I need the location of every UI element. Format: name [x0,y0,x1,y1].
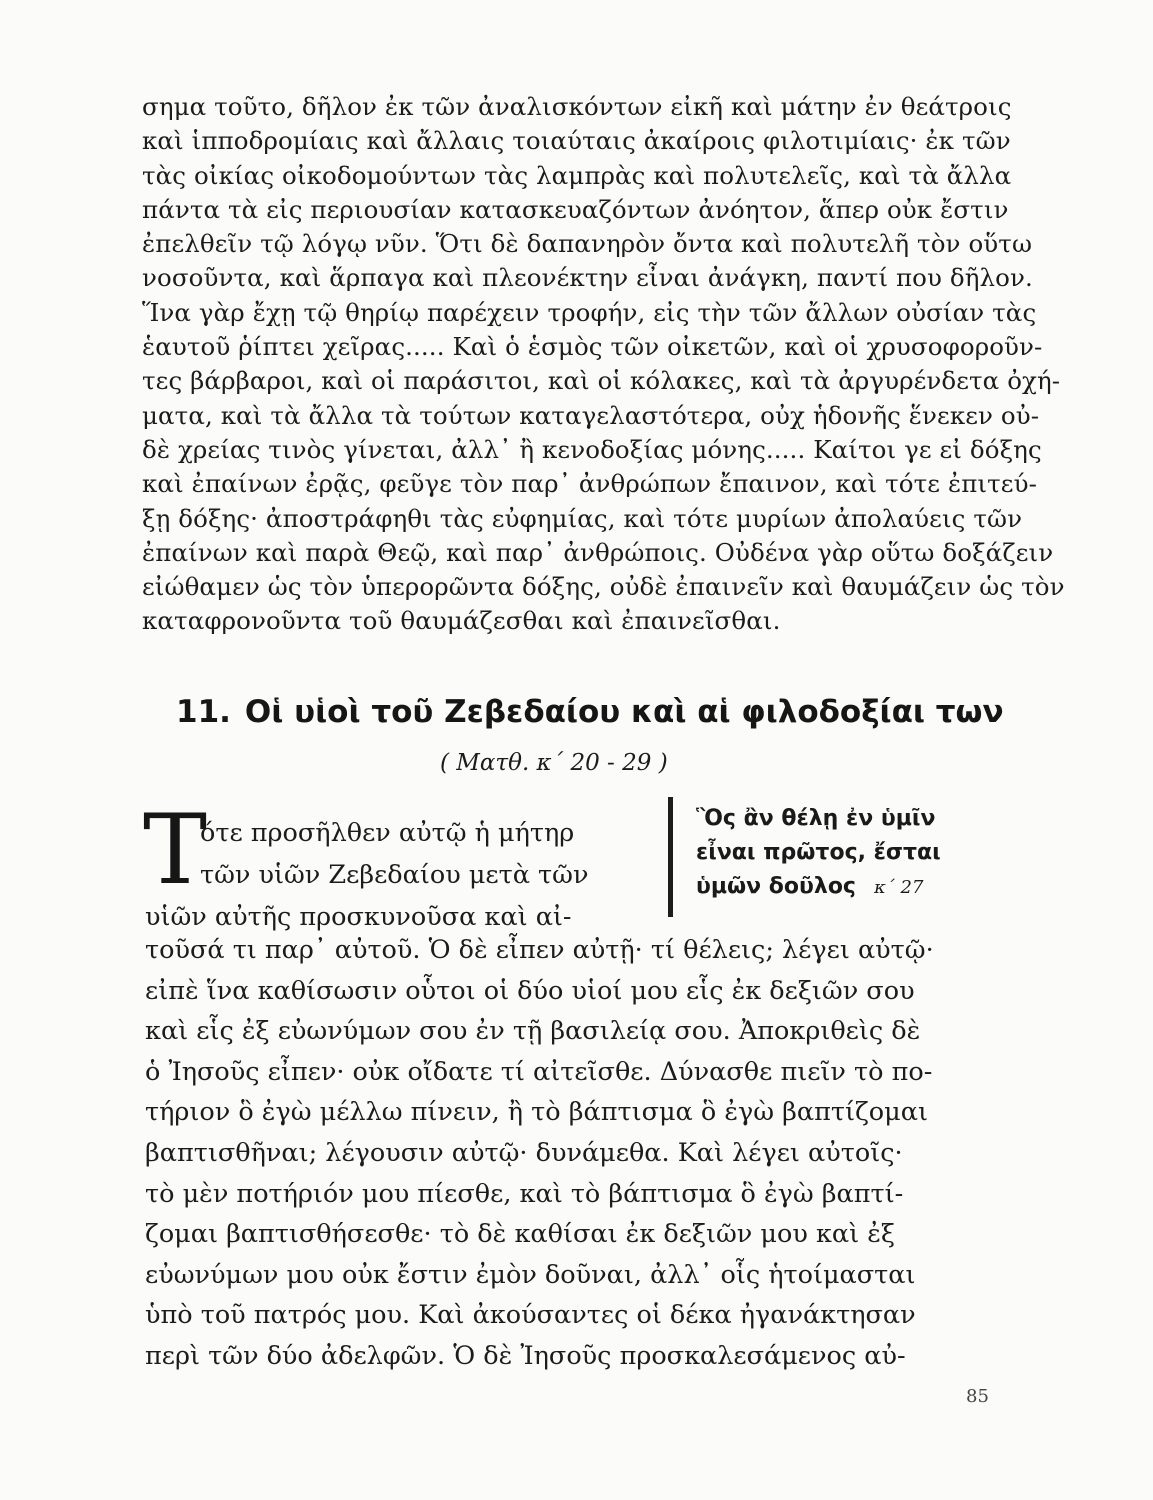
sidenote-line: Ὃς ἂν θέλῃ ἐν ὑμῖν [696,806,936,831]
text-line: ἐπελθεῖν τῷ λόγῳ νῦν. Ὅτι δὲ δαπανηρὸν ὄντα καὶ πολυτελῆ τὸν οὕτω [142,229,1033,259]
text-line: καὶ ἱπποδρομίαις καὶ ἄλλαις τοιαύταις ἀκαίροις φιλοτιμίαις· ἐκ τῶν [142,126,1011,156]
text-line: ξῃ δόξης· ἀποστράφηθι τὰς εὐφημίας, καὶ τότε μυρίων ἀπολαύεις τῶν [142,503,1023,533]
text-line: περὶ τῶν δύο ἀδελφῶν. Ὁ δὲ Ἰησοῦς προσκαλεσάμενος αὐ- [145,1340,906,1371]
text-line: ἑαυτοῦ ῥίπτει χεῖρας..... Καὶ ὁ ἑσμὸς τῶν οἰκετῶν, καὶ οἱ χρυσοφοροῦν- [142,332,1043,362]
scripture-reference: ( Ματθ. κ΄ 20 - 29 ) [440,750,668,776]
section-title: Οἱ υἱοὶ τοῦ Ζεβεδαίου καὶ αἱ φιλοδοξίαι των [244,694,1004,730]
text-line: καὶ εἷς ἐξ εὐωνύμων σου ἐν τῇ βασιλείᾳ σου. Ἀποκριθεὶς δὲ [145,1016,921,1047]
text-line: τήριον ὃ ἐγὼ μέλλω πίνειν, ἢ τὸ βάπτισμα ὃ ἐγὼ βαπτίζομαι [145,1097,928,1128]
sidenote-line-last [696,870,996,904]
text-line: τες βάρβαροι, καὶ οἱ παράσιτοι, καὶ οἱ κόλακες, καὶ τὰ ἀργυρένδετα ὀχή- [142,366,1061,396]
section-number: 11. [176,694,231,730]
text-line: εἰώθαμεν ὡς τὸν ὑπερορῶντα δόξης, οὐδὲ ἐπαινεῖν καὶ θαυμάζειν ὡς τὸν [142,572,1065,602]
sidenote-rule [668,797,673,917]
text-line: τοῦσά τι παρ᾿ αὐτοῦ. Ὁ δὲ εἶπεν αὐτῇ· τί θέλεις; λέγει αὐτῷ· [145,935,934,965]
text-line: ὁ Ἰησοῦς εἶπεν· οὐκ οἴδατε τί αἰτεῖσθε. Δύνασθε πιεῖν τὸ πο- [145,1056,933,1087]
text-line: καταφρονοῦντα τοῦ θαυμάζεσθαι καὶ ἐπαινεῖσθαι. [142,606,781,636]
text-line: ότε προσῆλθεν αὐτῷ ἡ μήτηρ [200,818,575,848]
page-number: 85 [966,1386,989,1407]
text-line: τῶν υἱῶν Ζεβεδαίου μετὰ τῶν [200,860,589,890]
text-line: σημα τοῦτο, δῆλον ἐκ τῶν ἀναλισκόντων εἰκῆ καὶ μάτην ἐν θεάτροις [142,92,1012,121]
text-line: Ἵνα γὰρ ἔχῃ τῷ θηρίῳ παρέχειν τροφήν, εἰς τὴν τῶν ἄλλων οὐσίαν τὰς [142,297,1037,327]
text-line: ὑπὸ τοῦ πατρός μου. Καὶ ἀκούσαντες οἱ δέκα ἠγανάκτησαν [145,1300,916,1331]
text-line: εὐωνύμων μου οὐκ ἔστιν ἐμὸν δοῦναι, ἀλλ᾿ οἷς ἡτοίμασται [145,1259,916,1290]
drop-cap: Τ [143,794,208,906]
sidenote-text: ὑμῶν δοῦλος [696,874,856,899]
sidenote-quote [696,802,996,904]
top-paragraph [142,90,1065,639]
text-line: βαπτισθῆναι; λέγουσιν αὐτῷ· δυνάμεθα. Καὶ λέγει αὐτοῖς· [145,1137,903,1168]
body-paragraph [145,930,995,1377]
text-line: ματα, καὶ τὰ ἄλλα τὰ τούτων καταγελαστότερα, οὐχ ἡδονῆς ἕνεκεν οὐ- [142,400,1040,430]
text-line: τὰς οἰκίας οἰκοδομούντων τὰς λαμπρὰς καὶ πολυτελεῖς, καὶ τὰ ἄλλα [142,160,1012,190]
text-line: δὲ χρείας τινὸς γίνεται, ἀλλ᾿ ἢ κενοδοξίας μόνης..... Καίτοι γε εἰ δόξης [142,434,1042,464]
sidenote-verse: κ΄ 27 [873,877,924,898]
text-line: ζομαι βαπτισθήσεσθε· τὸ δὲ καθίσαι ἐκ δεξιῶν μου καὶ ἐξ [145,1219,895,1250]
section-heading [176,692,1004,732]
sidenote-line: εἶναι πρῶτος, ἔσται [696,840,941,865]
text-line: ἐπαίνων καὶ παρὰ Θεῷ, καὶ παρ᾿ ἀνθρώποις. Οὐδένα γὰρ οὕτω δοξάζειν [142,537,1054,567]
intro-lines [145,812,660,938]
text-line: νοσοῦντα, καὶ ἅρπαγα καὶ πλεονέκτην εἶναι ἀνάγκη, παντί που δῆλον. [142,263,1033,293]
text-line: υἱῶν αὐτῆς προσκυνοῦσα καὶ αἰ- [145,902,572,932]
text-line: τὸ μὲν ποτήριόν μου πίεσθε, καὶ τὸ βάπτισμα ὃ ἐγὼ βαπτί- [145,1178,904,1209]
text-line: καὶ ἐπαίνων ἐρᾷς, φεῦγε τὸν παρ᾿ ἀνθρώπων ἔπαινον, καὶ τότε ἐπιτεύ- [142,469,1037,499]
text-line: πάντα τὰ εἰς περιουσίαν κατασκευαζόντων ἀνόητον, ἅπερ οὐκ ἔστιν [142,194,1009,224]
text-line: εἰπὲ ἵνα καθίσωσιν οὗτοι οἱ δύο υἱοί μου εἷς ἐκ δεξιῶν σου [145,975,915,1006]
